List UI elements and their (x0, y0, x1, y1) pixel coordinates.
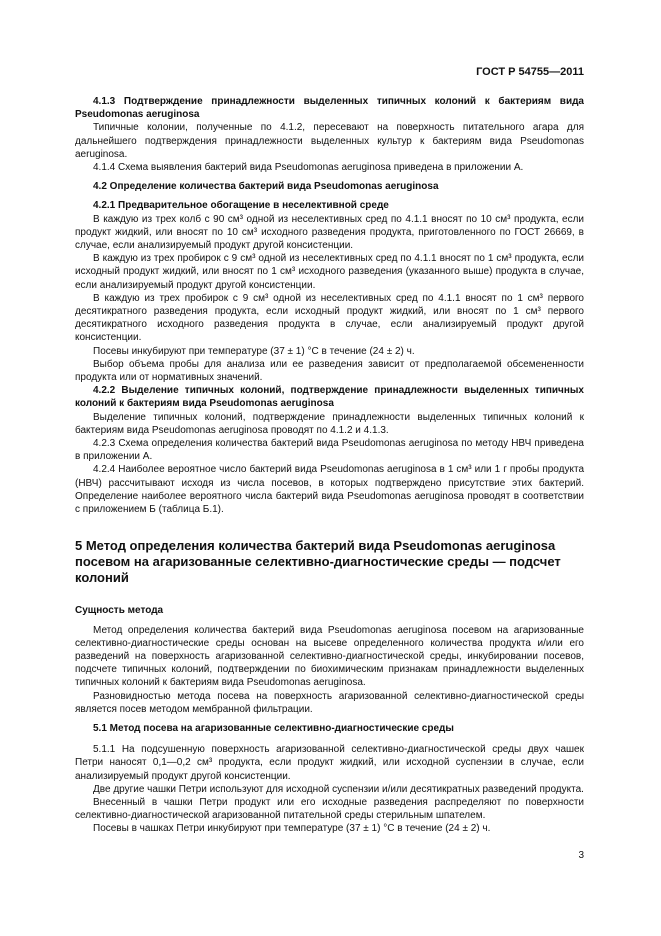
subheading-essence: Сущность метода (75, 605, 164, 617)
paragraph: Посевы в чашках Петри инкубируют при температуре (37 ± 1) °С в течение (24 ± 2) ч. (93, 823, 491, 835)
heading-4-2: 4.2 Определение количества бактерий вида Pseudomonas aeruginosa (93, 181, 439, 193)
paragraph: 5.1.1 На подсушенную поверхность агаризованной селективно-диагностической среды двух чашек Петри наносят 0,1—0,2 см³ продукта, если продукт жидкий, или исходной суспензии в случае, если анализируемый продукт другой консистенции. (75, 744, 584, 782)
paragraph: В каждую из трех пробирок с 9 см³ одной из неселективных сред по 4.1.1 вносят по 1 см³ первого десятикратного разведения продукта, если исходный продукт жидкий, или вносят по 1 см³ первого десятикратного исходного разведения продукта в случае, если анализируемый продукт другой консистенции. (75, 292, 584, 344)
paragraph: В каждую из трех колб с 90 см³ одной из неселективных сред по 4.1.1 вносят по 10 см³ продукта, если продукт жидкий, или вносят по 10 см³ исходного разведения продукта, приготовленного по ГОСТ 26669, в случае, если анализируемый продукт другой консистенции. (75, 213, 584, 252)
paragraph: Метод определения количества бактерий вида Pseudomonas aeruginosa посевом на агаризованные селективно-диагностические среды основан на высеве определенного количества продукта и/или его разведений на поверхность агаризованной селективно-диагностической среды, инкубировании посевов, подсчете типичных колоний, подтверждении по биохимическим признакам принадлежности выделенных типичных колоний к бактериям вида Pseudomonas aeruginosa. (75, 624, 584, 689)
heading-4-1-3: 4.1.3 Подтверждение принадлежности выделенных типичных колоний к бактериям вида Pseudomonas aeruginosa (75, 96, 584, 121)
heading-4-2-2: 4.2.2 Выделение типичных колоний, подтверждение принадлежности выделенных типичных колоний к бактериям вида Pseudomonas aeruginosa (75, 385, 584, 410)
document-body (75, 95, 584, 836)
paragraph: Разновидностью метода посева на поверхность агаризованной селективно-диагностической среды является посев методом мембранной фильтрации. (75, 690, 584, 715)
heading-4-2-1: 4.2.1 Предварительное обогащение в неселективной среде (93, 200, 389, 212)
paragraph: Внесенный в чашки Петри продукт или его исходные разведения распределяют по поверхности селективно-диагностической агаризованной питательной среды стерильным шпателем. (75, 796, 584, 822)
section-5-title: 5 Метод определения количества бактерий вида Pseudomonas aeruginosa посевом на агаризованные селективно-диагностические среды — подсчет колоний (75, 538, 561, 586)
paragraph: Типичные колонии, полученные по 4.1.2, пересевают на поверхность питательного агара для дальнейшего подтверждения принадлежности выделенных культур к бактериям вида Pseudomonas aeruginosa. (75, 122, 584, 160)
paragraph: В каждую из трех пробирок с 9 см³ одной из неселективных сред по 4.1.1 вносят по 1 см³ продукта, если исходный продукт жидкий, или вносят по 1 см³ исходного разведения (указанного выше) продукта в случае, если анализируемый продукт другой консистенции. (75, 253, 584, 291)
standard-header: ГОСТ Р 54755—2011 (476, 66, 584, 78)
paragraph: 4.2.4 Наиболее вероятное число бактерий вида Pseudomonas aeruginosa в 1 см³ или 1 г пробы продукта (НВЧ) рассчитывают исходя из числа посевов, в которых подтверждено присутствие этих бактерий. Определение наиболее вероятного числа бактерий вида Pseudomonas aeruginosa проводят в соответствии с приложением Б (таблица Б.1). (75, 464, 584, 516)
heading-5-1: 5.1 Метод посева на агаризованные селективно-диагностические среды (93, 722, 454, 734)
paragraph: 4.1.4 Схема выявления бактерий вида Pseudomonas aeruginosa приведена в приложении А. (93, 162, 524, 174)
paragraph: Две другие чашки Петри используют для исходной суспензии и/или десятикратных разведений продукта. (93, 783, 584, 795)
paragraph: 4.2.3 Схема определения количества бактерий вида Pseudomonas aeruginosa по методу НВЧ приведена в приложении А. (75, 438, 584, 463)
paragraph: Посевы инкубируют при температуре (37 ± 1) °С в течение (24 ± 2) ч. (93, 345, 415, 357)
paragraph: Выделение типичных колоний, подтверждение принадлежности выделенных типичных колоний к бактериям вида Pseudomonas aeruginosa проводят по 4.1.2 и 4.1.3. (75, 411, 584, 436)
page-number: 3 (578, 850, 584, 861)
paragraph: Выбор объема пробы для анализа или ее разведения зависит от предполагаемой обсемененности продукта или от нормативных значений. (75, 358, 584, 384)
